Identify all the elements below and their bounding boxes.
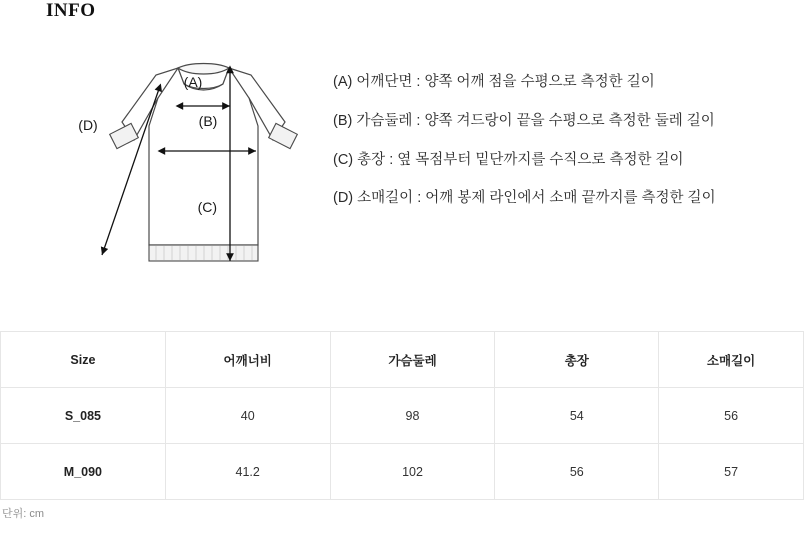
size-table <box>0 331 804 500</box>
legend-line-a: (A) 어깨단면 : 양쪽 어깨 점을 수평으로 측정한 길이 <box>333 74 655 90</box>
cell-size: M_090 <box>1 444 166 500</box>
cell-shoulder: 41.2 <box>165 444 330 500</box>
table-row <box>1 388 804 444</box>
measurement-legend <box>333 72 793 210</box>
cell-chest: 98 <box>330 388 495 444</box>
table-header-row <box>1 332 804 388</box>
diagram-label-c: (C) <box>197 199 217 215</box>
diagram-label-a: (A) <box>183 74 203 90</box>
cell-length: 54 <box>495 388 659 444</box>
table-row <box>1 444 804 500</box>
cell-sleeve: 57 <box>659 444 804 500</box>
column-header-sleeve: 소매길이 <box>659 332 804 388</box>
cell-length: 56 <box>495 444 659 500</box>
column-header-shoulder: 어깨너비 <box>165 332 330 388</box>
column-header-chest: 가슴둘레 <box>330 332 495 388</box>
legend-line-d: (D) 소매길이 : 어깨 봉제 라인에서 소매 끝까지를 측정한 길이 <box>333 190 716 207</box>
cell-shoulder: 40 <box>165 388 330 444</box>
page-title: INFO <box>46 0 96 21</box>
legend-line-b: (B) 가슴둘레 : 양쪽 겨드랑이 끝을 수평으로 측정한 둘레 길이 <box>333 112 715 129</box>
garment-measurement-diagram <box>60 40 320 270</box>
diagram-label-b: (B) <box>198 113 218 129</box>
cell-sleeve: 56 <box>659 388 804 444</box>
cell-size: S_085 <box>1 388 166 444</box>
cell-chest: 102 <box>330 444 495 500</box>
column-header-length: 총장 <box>495 332 659 388</box>
unit-note: 단위: cm <box>2 508 45 520</box>
diagram-label-d: (D) <box>78 117 98 133</box>
column-header-size: Size <box>1 332 166 388</box>
legend-line-c: (C) 총장 : 옆 목점부터 밑단까지를 수직으로 측정한 길이 <box>333 151 684 168</box>
